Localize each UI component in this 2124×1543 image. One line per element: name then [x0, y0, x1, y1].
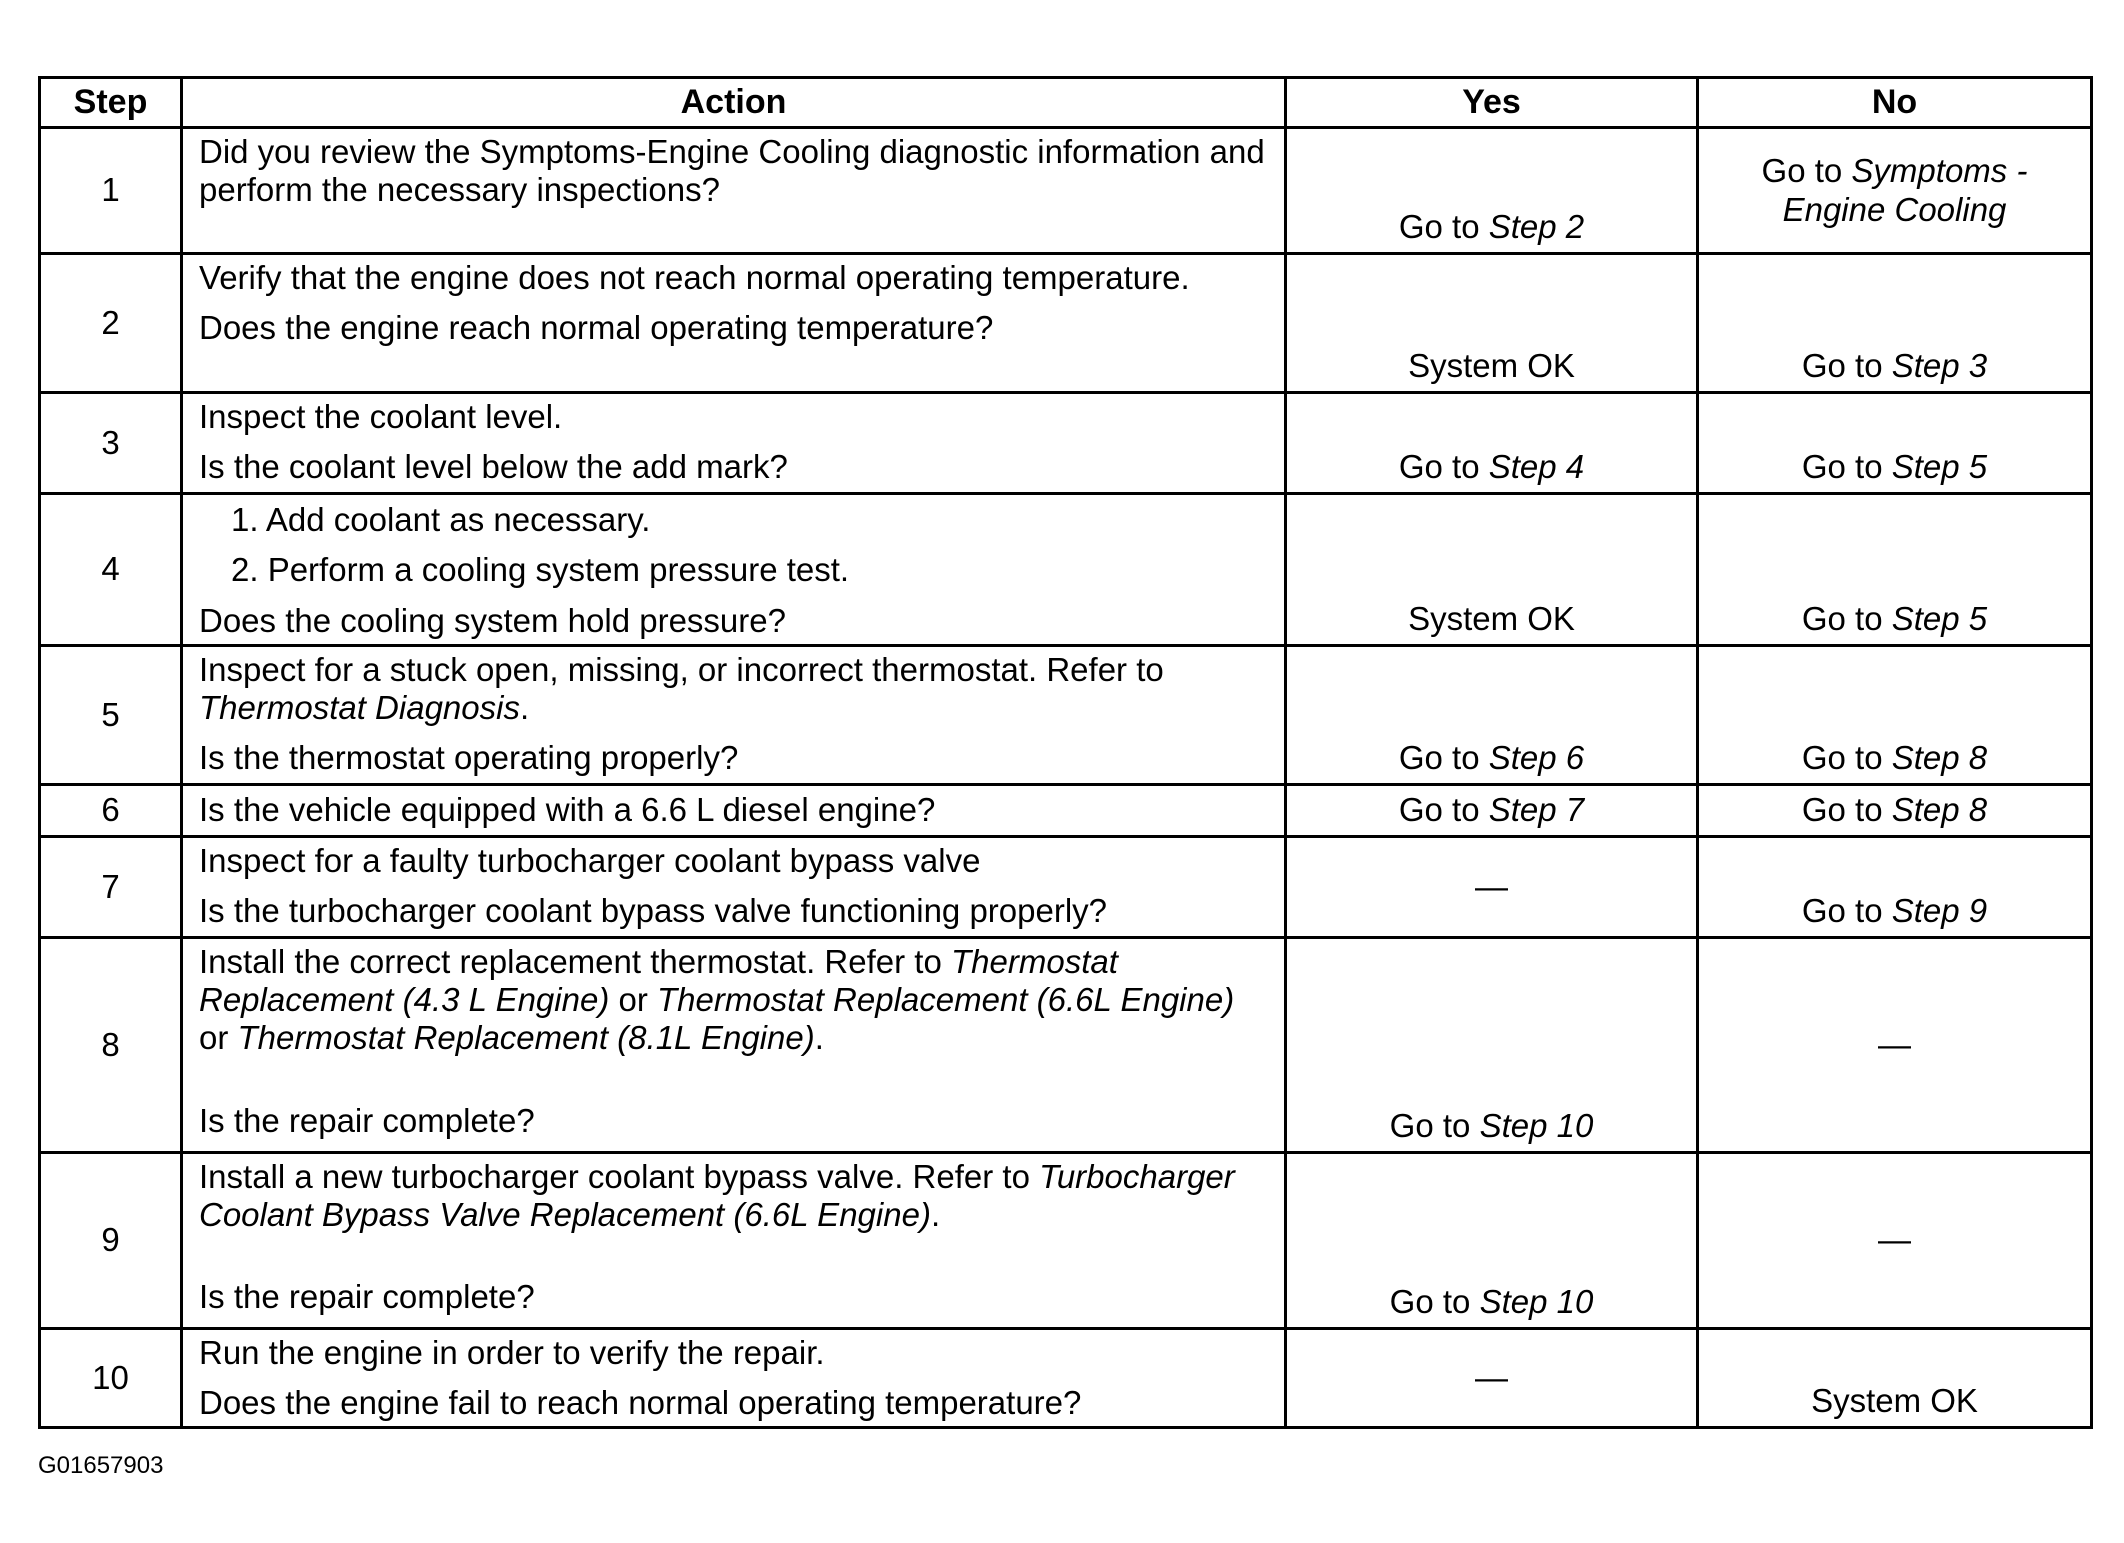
step-number: 1	[40, 128, 182, 254]
step-number: 7	[40, 836, 182, 937]
reference-thermostat-6-6: Thermostat Replacement (6.6L Engine)	[657, 981, 1235, 1019]
no-cell	[1698, 645, 2092, 784]
yes-step-link: Step 2	[1488, 207, 1585, 245]
action-question: Does the cooling system hold pressure?	[199, 601, 786, 639]
action-question: Does the engine fail to reach normal operating temperature?	[199, 1384, 1082, 1422]
no-cell: —	[1698, 937, 2092, 1152]
yes-cell: System OK	[1286, 254, 1698, 393]
step-number: 2	[40, 254, 182, 393]
table-row	[40, 784, 2092, 836]
table-row	[40, 393, 2092, 494]
action-cell	[182, 128, 1286, 254]
header-step: Step	[40, 78, 182, 128]
action-text: Inspect the coolant level.	[199, 398, 563, 435]
yes-step-link: Step 4	[1488, 447, 1585, 485]
yes-cell: —	[1286, 1328, 1698, 1428]
action-cell	[182, 1328, 1286, 1428]
yes-cell	[1286, 937, 1698, 1152]
action-text: Verify that the engine does not reach normal operating temperature.	[199, 259, 1190, 296]
yes-prefix: Go to	[1398, 738, 1489, 776]
yes-cell	[1286, 784, 1698, 836]
action-cell	[182, 836, 1286, 937]
yes-cell: —	[1286, 836, 1698, 937]
yes-prefix: Go to	[1389, 1282, 1480, 1320]
step-number: 8	[40, 937, 182, 1152]
yes-cell: System OK	[1286, 494, 1698, 646]
action-or: or	[199, 1019, 238, 1057]
action-text	[199, 943, 1270, 1058]
yes-prefix: Go to	[1398, 207, 1489, 245]
action-cell	[182, 494, 1286, 646]
yes-step-link: Step 10	[1479, 1282, 1594, 1320]
no-cell	[1698, 836, 2092, 937]
table-row	[40, 1152, 2092, 1328]
action-text: Inspect for a faulty turbocharger coolant bypass valve	[199, 841, 981, 879]
action-question: Is the repair complete?	[199, 1101, 535, 1139]
action-text-tail: .	[814, 1019, 824, 1057]
reference-bypass-valve-replacement: Turbocharger Coolant Bypass Valve Replacement (6.6L Engine)	[199, 1157, 1235, 1234]
header-row	[40, 78, 2092, 128]
no-step-link: Step 8	[1891, 791, 1988, 829]
no-prefix: Go to	[1801, 891, 1892, 929]
yes-step-link: Step 7	[1488, 791, 1585, 829]
no-cell	[1698, 393, 2092, 494]
action-text: Did you review the Symptoms-Engine Cooling diagnostic information and perform the necessary inspections?	[199, 133, 1265, 209]
action-question: Is the turbocharger coolant bypass valve functioning properly?	[199, 892, 1108, 930]
step-number: 4	[40, 494, 182, 646]
no-step-link: Step 8	[1891, 738, 1988, 776]
action-text-tail: .	[519, 689, 530, 727]
no-prefix: Go to	[1801, 738, 1892, 776]
yes-cell	[1286, 1152, 1698, 1328]
figure-code: G01657903	[38, 1452, 164, 1479]
no-step-link: Step 9	[1891, 891, 1988, 929]
action-cell	[182, 645, 1286, 784]
no-reference-1: Symptoms -	[1851, 152, 2028, 190]
yes-cell	[1286, 645, 1698, 784]
table-row	[40, 494, 2092, 646]
no-cell: System OK	[1698, 1328, 2092, 1428]
step-number: 5	[40, 645, 182, 784]
action-question: Is the repair complete?	[199, 1278, 535, 1316]
action-cell	[182, 1152, 1286, 1328]
no-prefix: Go to	[1761, 152, 1852, 190]
yes-prefix: Go to	[1389, 1106, 1480, 1144]
reference-thermostat-8-1: Thermostat Replacement (8.1L Engine)	[237, 1019, 815, 1057]
action-text	[199, 1158, 1270, 1235]
reference-thermostat-diagnosis: Thermostat Diagnosis	[199, 689, 520, 727]
action-text-lead: Inspect for a stuck open, missing, or incorrect thermostat. Refer to	[199, 650, 1164, 688]
header-yes: Yes	[1286, 78, 1698, 128]
step-number: 10	[40, 1328, 182, 1428]
action-text	[199, 651, 1270, 728]
action-cell	[182, 254, 1286, 393]
no-prefix: Go to	[1801, 346, 1892, 384]
table-row	[40, 254, 2092, 393]
table-row	[40, 645, 2092, 784]
reference-thermostat-4-3: Thermostat Replacement (4.3 L Engine)	[199, 942, 1118, 1019]
yes-cell	[1286, 128, 1698, 254]
no-cell	[1698, 494, 2092, 646]
action-list-item: 2. Perform a cooling system pressure test.	[231, 551, 850, 589]
yes-step-link: Step 10	[1479, 1106, 1594, 1144]
step-number: 9	[40, 1152, 182, 1328]
table-row	[40, 937, 2092, 1152]
action-question: Is the vehicle equipped with a 6.6 L diesel engine?	[199, 791, 936, 829]
diagnostic-table	[38, 76, 2093, 1429]
header-no: No	[1698, 78, 2092, 128]
yes-prefix: Go to	[1398, 447, 1489, 485]
action-cell	[182, 393, 1286, 494]
no-reference-2: Engine Cooling	[1782, 190, 2007, 228]
action-list-item: 1. Add coolant as necessary.	[231, 501, 651, 538]
action-question: Is the coolant level below the add mark?	[199, 448, 788, 486]
action-question: Does the engine reach normal operating temperature?	[199, 309, 994, 347]
table-row	[40, 128, 2092, 254]
action-cell	[182, 937, 1286, 1152]
no-step-link: Step 5	[1891, 447, 1988, 485]
action-text-lead: Install the correct replacement thermostat. Refer to	[199, 942, 951, 980]
action-text: Run the engine in order to verify the repair.	[199, 1333, 825, 1371]
action-question: Is the thermostat operating properly?	[199, 739, 739, 777]
step-number: 6	[40, 784, 182, 836]
action-text-lead: Install a new turbocharger coolant bypass valve. Refer to	[199, 1157, 1040, 1195]
table-row	[40, 1328, 2092, 1428]
action-or: or	[609, 981, 657, 1019]
no-step-link: Step 3	[1891, 346, 1988, 384]
no-cell	[1698, 254, 2092, 393]
yes-cell	[1286, 393, 1698, 494]
step-number: 3	[40, 393, 182, 494]
no-prefix: Go to	[1801, 791, 1892, 829]
no-prefix: Go to	[1801, 447, 1892, 485]
yes-step-link: Step 6	[1488, 738, 1585, 776]
header-action: Action	[182, 78, 1286, 128]
yes-prefix: Go to	[1398, 791, 1489, 829]
no-prefix: Go to	[1801, 599, 1892, 637]
action-cell	[182, 784, 1286, 836]
no-cell	[1698, 128, 2092, 254]
no-step-link: Step 5	[1891, 599, 1988, 637]
no-cell: —	[1698, 1152, 2092, 1328]
no-cell	[1698, 784, 2092, 836]
table-row	[40, 836, 2092, 937]
action-text-tail: .	[930, 1196, 941, 1234]
